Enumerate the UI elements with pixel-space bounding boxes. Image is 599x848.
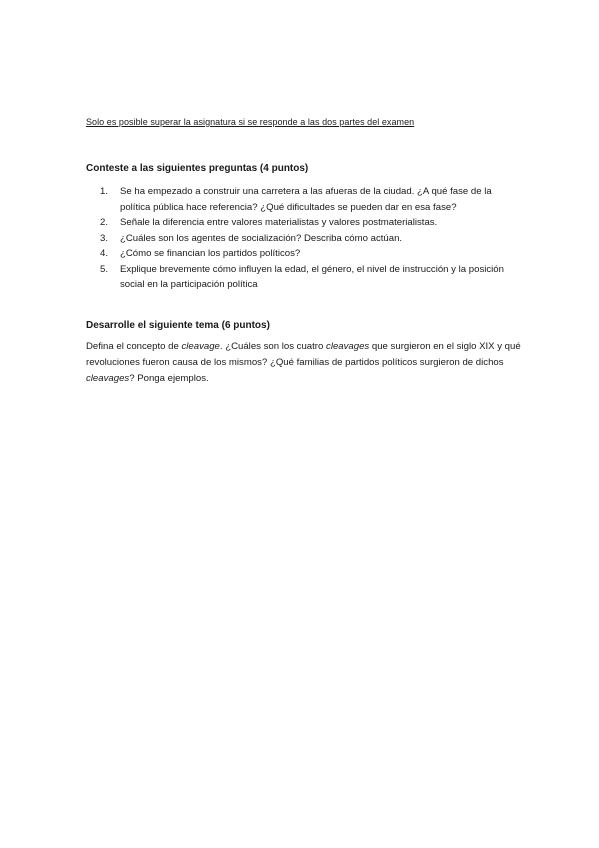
question-item [100, 215, 520, 231]
questions-list [100, 184, 520, 293]
essay-text-part: ? Ponga ejemplos. [129, 373, 209, 384]
question-number: 1. [100, 186, 109, 197]
essay-text-part: Defina el concepto de [86, 341, 182, 352]
essay-term: cleavage [181, 341, 220, 352]
question-item [100, 262, 520, 293]
question-item [100, 246, 520, 262]
section-heading-questions: Conteste a las siguientes preguntas (4 puntos) [86, 163, 309, 174]
section-heading-essay: Desarrolle el siguiente tema (6 puntos) [86, 320, 270, 331]
question-number: 3. [100, 232, 109, 244]
question-item [100, 184, 520, 215]
question-number: 5. [100, 263, 109, 275]
essay-prompt [86, 339, 526, 387]
exam-notice: Solo es posible superar la asignatura si se responde a las dos partes del examen [86, 117, 415, 127]
question-text: Señale la diferencia entre valores materialistas y valores postmaterialistas. [120, 217, 438, 228]
essay-term: cleavages [326, 341, 370, 352]
question-number: 4. [100, 248, 109, 259]
essay-term: cleavages [86, 373, 130, 384]
question-text: ¿Cuáles son los agentes de socialización? Describa cómo actúan. [120, 232, 403, 244]
question-text: Se ha empezado a construir una carretera a las afueras de la ciudad. ¿A qué fase de la política pública hace referencia? ¿Qué dificultades se pueden dar en esa fase? [120, 186, 492, 213]
essay-text-part: . ¿Cuáles son los cuatro [219, 341, 327, 352]
essay-text-part: que surgieron en el siglo XIX y qué revoluciones fueron causa de los mismos? ¿Qué familias de partidos políticos surgieron de dichos [86, 341, 521, 368]
question-text: Explique brevemente cómo influyen la edad, el género, el nivel de instrucción y la posición social en la participación política [120, 263, 504, 290]
question-text: ¿Cómo se financian los partidos políticos? [120, 248, 301, 259]
question-number: 2. [100, 217, 109, 228]
question-item [100, 231, 520, 247]
